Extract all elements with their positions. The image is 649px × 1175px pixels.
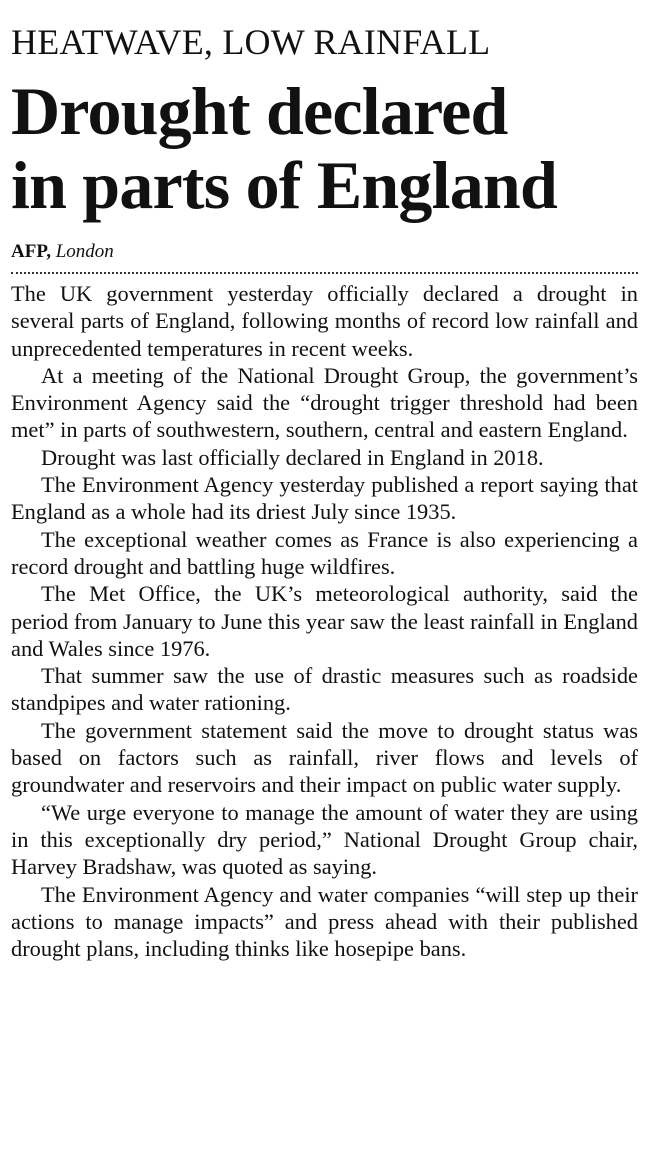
news-article bbox=[11, 0, 638, 962]
article-paragraph: The exceptional weather comes as France is also experiencing a record drought and battling huge wildfires. bbox=[11, 526, 638, 579]
article-body bbox=[11, 280, 638, 962]
headline-line-2: in parts of England bbox=[11, 147, 557, 223]
article-paragraph: At a meeting of the National Drought Group, the government’s Environment Agency said the “drought trigger threshold had been met” in parts of southwestern, southern, central and eastern England. bbox=[11, 362, 638, 443]
article-paragraph: The UK government yesterday officially declared a drought in several parts of England, following months of record low rainfall and unprecedented temperatures in recent weeks. bbox=[11, 281, 638, 361]
article-paragraph: Drought was last officially declared in England in 2018. bbox=[41, 444, 544, 470]
article-paragraph: That summer saw the use of drastic measures such as roadside standpipes and water rationing. bbox=[11, 663, 638, 716]
article-paragraph: The Environment Agency yesterday published a report saying that England as a whole had its driest July since 1935. bbox=[11, 472, 638, 525]
dotted-divider bbox=[11, 272, 638, 274]
headline-line-1: Drought declared bbox=[11, 73, 508, 149]
article-paragraph: “We urge everyone to manage the amount of water they are using in this exceptionally dry period,” National Drought Group chair, Harvey Bradshaw, was quoted as saying. bbox=[11, 799, 638, 880]
article-paragraph: The government statement said the move to drought status was based on factors such as rainfall, river flows and levels of groundwater and reservoirs and their impact on public water supply. bbox=[11, 717, 638, 798]
byline-agency: AFP, bbox=[11, 241, 51, 262]
article-headline bbox=[11, 74, 638, 222]
article-kicker: HEATWAVE, LOW RAINFALL bbox=[11, 22, 491, 62]
byline-location: London bbox=[55, 241, 114, 262]
article-paragraph: The Environment Agency and water companies “will step up their actions to manage impacts” and press ahead with their published drought plans, including thinks like hosepipe bans. bbox=[11, 881, 638, 962]
article-byline bbox=[11, 240, 638, 264]
article-paragraph: The Met Office, the UK’s meteorological authority, said the period from January to June this year saw the least rainfall in England and Wales since 1976. bbox=[11, 581, 638, 661]
